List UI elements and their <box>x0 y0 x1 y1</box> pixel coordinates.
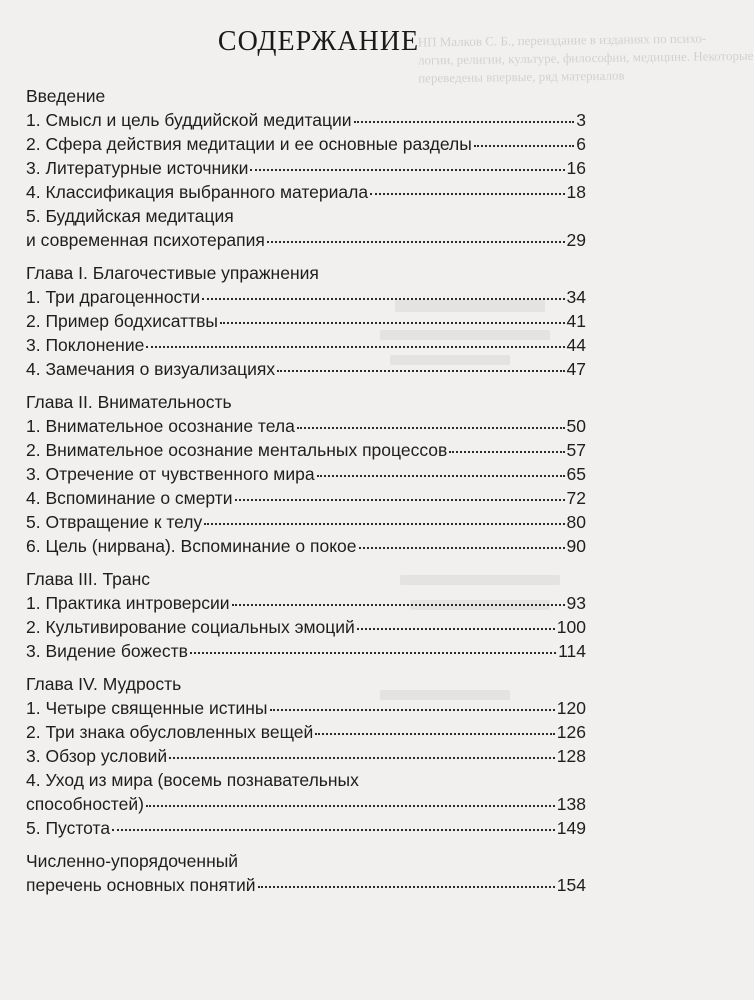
toc-entry-page: 120 <box>556 698 586 718</box>
toc-entry-page: 47 <box>566 359 586 379</box>
dot-leader <box>354 121 575 123</box>
dot-leader <box>277 370 564 372</box>
toc-entry[interactable] <box>26 228 586 252</box>
toc-entry-title: 1. Смысл и цель буддийской медитации <box>26 110 352 130</box>
toc-entry[interactable] <box>26 156 586 180</box>
toc-entry-title: 3. Отречение от чувственного мира <box>26 464 315 484</box>
toc-entry[interactable] <box>26 816 586 840</box>
dot-leader <box>474 145 574 147</box>
dot-leader <box>258 886 555 888</box>
dot-leader <box>235 499 565 501</box>
toc-entry-title[interactable]: 5. Буддийская медитация <box>26 206 234 226</box>
bleed-through-line: НП Малков С. Б., переиздание в изданиях по психо- <box>417 30 707 50</box>
toc-entry-page: 154 <box>556 875 586 895</box>
bleed-through-line: логии, религии, культуре, философии, медицине. Некоторые <box>417 47 754 68</box>
toc-entry-title: 5. Отвращение к телу <box>26 512 203 532</box>
toc-entry[interactable] <box>26 414 586 438</box>
toc-entry-page: 34 <box>566 287 586 307</box>
toc-entry-page: 114 <box>558 641 586 661</box>
toc-entry-page: 41 <box>566 311 586 331</box>
dot-leader <box>146 805 555 807</box>
toc-entry[interactable] <box>26 591 586 615</box>
toc-entry-page: 138 <box>556 794 586 814</box>
bleed-through-line: переведены впервые, ряд материалов <box>418 67 625 86</box>
toc-entry-page: 100 <box>556 617 586 637</box>
toc-entry-page: 57 <box>566 440 586 460</box>
toc-entry[interactable] <box>26 309 586 333</box>
toc-entry[interactable] <box>26 744 586 768</box>
toc-entry-page: 65 <box>566 464 586 484</box>
toc-entry[interactable] <box>26 696 586 720</box>
toc-entry[interactable] <box>26 873 586 897</box>
toc-entry-page: 126 <box>556 722 586 742</box>
toc-entry-title: 3. Литературные источники <box>26 158 249 178</box>
toc-entry-page: 72 <box>566 488 586 508</box>
toc-entry[interactable] <box>26 792 586 816</box>
toc-entry-continuation: способностей) <box>26 794 144 814</box>
dot-leader <box>112 829 555 831</box>
toc-entry-title: 3. Видение божеств <box>26 641 188 661</box>
toc-entry[interactable] <box>26 720 586 744</box>
toc-entry-page: 93 <box>566 593 586 613</box>
toc-entry-page: 3 <box>576 110 586 130</box>
dot-leader <box>232 604 565 606</box>
toc-entry-title: 1. Три драгоценности <box>26 287 201 307</box>
toc-entry-page: 29 <box>566 230 586 250</box>
dot-leader <box>204 523 564 525</box>
dot-leader <box>267 241 565 243</box>
dot-leader <box>359 547 565 549</box>
toc-entry-title: 3. Поклонение <box>26 335 145 355</box>
toc-entry-title[interactable]: 4. Уход из мира (восемь познавательных <box>26 770 359 790</box>
toc-entry[interactable] <box>26 534 586 558</box>
toc-entry-title: 4. Классификация выбранного материала <box>26 182 369 202</box>
toc-entry-page: 50 <box>566 416 586 436</box>
toc-entry[interactable] <box>26 639 586 663</box>
toc-entry[interactable] <box>26 438 586 462</box>
toc-entry-title: 2. Пример бодхисаттвы <box>26 311 219 331</box>
dot-leader <box>270 709 555 711</box>
dot-leader <box>169 757 555 759</box>
chapter-heading: Глава IV. Мудрость <box>26 674 182 694</box>
toc-entry[interactable] <box>26 486 586 510</box>
dot-leader <box>315 733 554 735</box>
toc-entry-page: 149 <box>556 818 586 838</box>
toc-entry[interactable] <box>26 615 586 639</box>
toc-entry-title: 2. Внимательное осознание ментальных процессов <box>26 440 448 460</box>
toc-entry-continuation: перечень основных понятий <box>26 875 256 895</box>
toc-entry-title: 2. Культивирование социальных эмоций <box>26 617 355 637</box>
toc-entry[interactable] <box>26 285 586 309</box>
dot-leader <box>317 475 565 477</box>
dot-leader <box>146 346 564 348</box>
page-title: СОДЕРЖАНИЕ <box>217 26 420 57</box>
toc-entry[interactable] <box>26 108 586 132</box>
chapter-heading: Глава I. Благочестивые упражнения <box>26 263 319 283</box>
toc-entry[interactable] <box>26 132 586 156</box>
dot-leader <box>190 652 556 654</box>
dot-leader <box>297 427 565 429</box>
toc-entry-page: 90 <box>566 536 586 556</box>
toc-entry-page: 16 <box>566 158 586 178</box>
toc-entry-title: 6. Цель (нирвана). Вспоминание о покое <box>26 536 357 556</box>
dot-leader <box>250 169 564 171</box>
toc-entry-page: 6 <box>576 134 586 154</box>
index-entry-title[interactable]: Численно-упорядоченный <box>26 851 239 871</box>
toc-entry-title: 4. Вспоминание о смерти <box>26 488 233 508</box>
toc-entry[interactable] <box>26 510 586 534</box>
toc-entry-title: 4. Замечания о визуализациях <box>26 359 276 379</box>
toc-entry[interactable] <box>26 462 586 486</box>
toc-entry-continuation: и современная психотерапия <box>26 230 265 250</box>
dot-leader <box>449 451 564 453</box>
dot-leader <box>202 298 564 300</box>
table-of-contents <box>26 84 586 897</box>
dot-leader <box>357 628 555 630</box>
toc-entry-title: 3. Обзор условий <box>26 746 168 766</box>
toc-entry-page: 80 <box>566 512 586 532</box>
toc-entry-page: 128 <box>556 746 586 766</box>
toc-entry-title: 5. Пустота <box>26 818 111 838</box>
toc-entry-title: 1. Четыре священные истины <box>26 698 268 718</box>
toc-entry-title: 2. Сфера действия медитации и ее основные разделы <box>26 134 472 154</box>
chapter-heading: Глава III. Транс <box>26 569 151 589</box>
toc-entry-page: 18 <box>566 182 586 202</box>
toc-entry[interactable] <box>26 333 586 357</box>
toc-entry[interactable] <box>26 357 586 381</box>
dot-leader <box>370 193 564 195</box>
toc-entry-title: 1. Практика интроверсии <box>26 593 230 613</box>
chapter-heading: Глава II. Внимательность <box>26 392 232 412</box>
toc-entry-page: 44 <box>566 335 586 355</box>
dot-leader <box>220 322 565 324</box>
toc-entry-title: 1. Внимательное осознание тела <box>26 416 295 436</box>
toc-entry[interactable] <box>26 180 586 204</box>
section-heading-introduction: Введение <box>26 86 106 106</box>
toc-entry-title: 2. Три знака обусловленных вещей <box>26 722 314 742</box>
